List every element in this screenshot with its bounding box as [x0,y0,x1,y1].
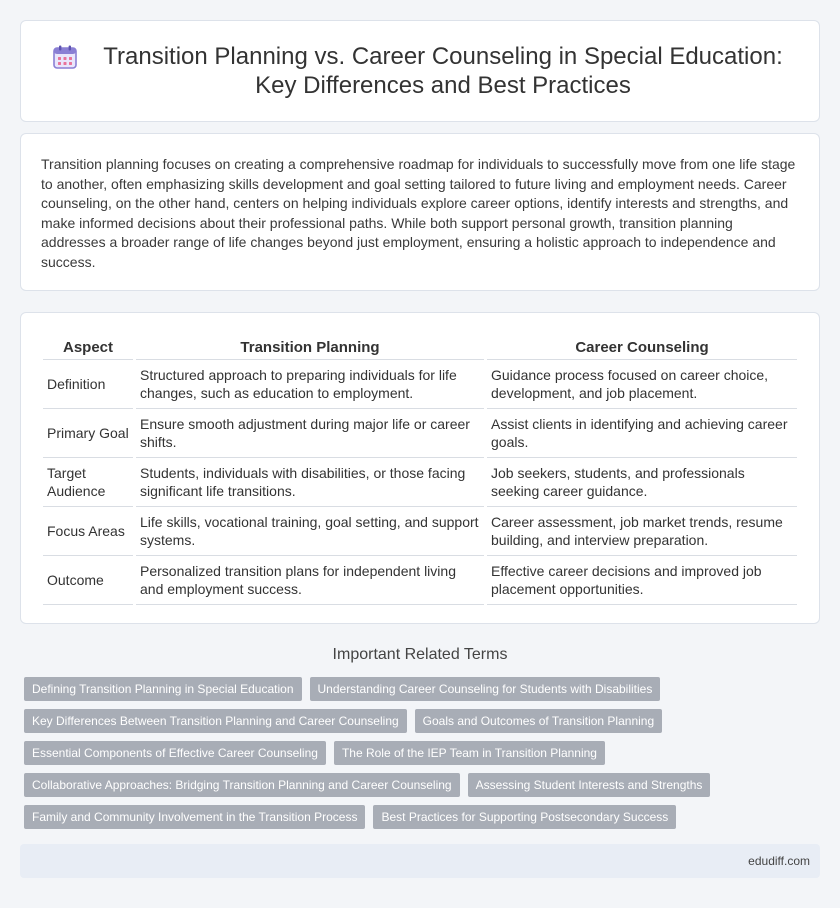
related-term-link[interactable]: Collaborative Approaches: Bridging Transition Planning and Career Counseling [24,773,460,797]
footer [20,844,820,878]
tag-row [24,805,824,829]
intro-paragraph: Transition planning focuses on creating a comprehensive roadmap for individuals to successfully move from one life stage to another, often emphasizing skills development and goal setting tailored to future living and employment needs. Career counseling, on the other hand, centers on helping individuals explore career options, identify interests and strengths, and make informed decisions about their professional paths. While both support personal growth, transition planning addresses a broader range of life changes beyond just employment, ensuring a holistic approach to independence and success. [41,156,796,270]
related-term-link[interactable]: The Role of the IEP Team in Transition Planning [334,741,605,765]
related-term-link[interactable]: Goals and Outcomes of Transition Planning [415,709,662,733]
table-row [43,458,797,507]
related-terms-list [24,677,824,837]
tag-row [24,741,824,765]
row-aspect: Primary Goal [43,409,133,458]
row-career-counseling: Career assessment, job market trends, resume building, and interview preparation. [487,507,797,556]
page-title: Transition Planning vs. Career Counseling in Special Education: Key Differences and Best Practices [103,43,783,99]
row-transition-planning: Structured approach to preparing individuals for life changes, such as education to employment. [136,360,484,409]
table-row [43,556,797,605]
row-transition-planning: Ensure smooth adjustment during major life or career shifts. [136,409,484,458]
row-aspect: Definition [43,360,133,409]
table-row [43,409,797,458]
header-aspect: Aspect [43,333,133,360]
row-transition-planning: Students, individuals with disabilities, or those facing significant life transitions. [136,458,484,507]
comparison-table [40,333,800,605]
table-row [43,360,797,409]
related-term-link[interactable]: Key Differences Between Transition Planning and Career Counseling [24,709,407,733]
row-aspect: Outcome [43,556,133,605]
row-career-counseling: Effective career decisions and improved job placement opportunities. [487,556,797,605]
row-career-counseling: Guidance process focused on career choice, development, and job placement. [487,360,797,409]
related-term-link[interactable]: Assessing Student Interests and Strengths [468,773,711,797]
row-aspect: Target Audience [43,458,133,507]
table-header-row [43,333,797,360]
tag-row [24,677,824,701]
row-career-counseling: Assist clients in identifying and achieving career goals. [487,409,797,458]
related-term-link[interactable]: Understanding Career Counseling for Students with Disabilities [310,677,661,701]
related-term-link[interactable]: Defining Transition Planning in Special Education [24,677,302,701]
footer-site-name[interactable]: edudiff.com [748,854,810,868]
calendar-icon [52,44,78,70]
header-career-counseling: Career Counseling [487,333,797,360]
tag-row [24,773,824,797]
row-transition-planning: Life skills, vocational training, goal setting, and support systems. [136,507,484,556]
related-term-link[interactable]: Essential Components of Effective Career Counseling [24,741,326,765]
related-term-link[interactable]: Best Practices for Supporting Postsecondary Success [373,805,676,829]
row-aspect: Focus Areas [43,507,133,556]
intro-card [20,133,820,291]
comparison-table-card [20,312,820,624]
related-term-link[interactable]: Family and Community Involvement in the Transition Process [24,805,365,829]
row-career-counseling: Job seekers, students, and professionals seeking career guidance. [487,458,797,507]
header-transition-planning: Transition Planning [136,333,484,360]
related-terms-title: Important Related Terms [332,646,508,663]
table-row [43,507,797,556]
tag-row [24,709,824,733]
row-transition-planning: Personalized transition plans for independent living and employment success. [136,556,484,605]
title-card [20,20,820,122]
